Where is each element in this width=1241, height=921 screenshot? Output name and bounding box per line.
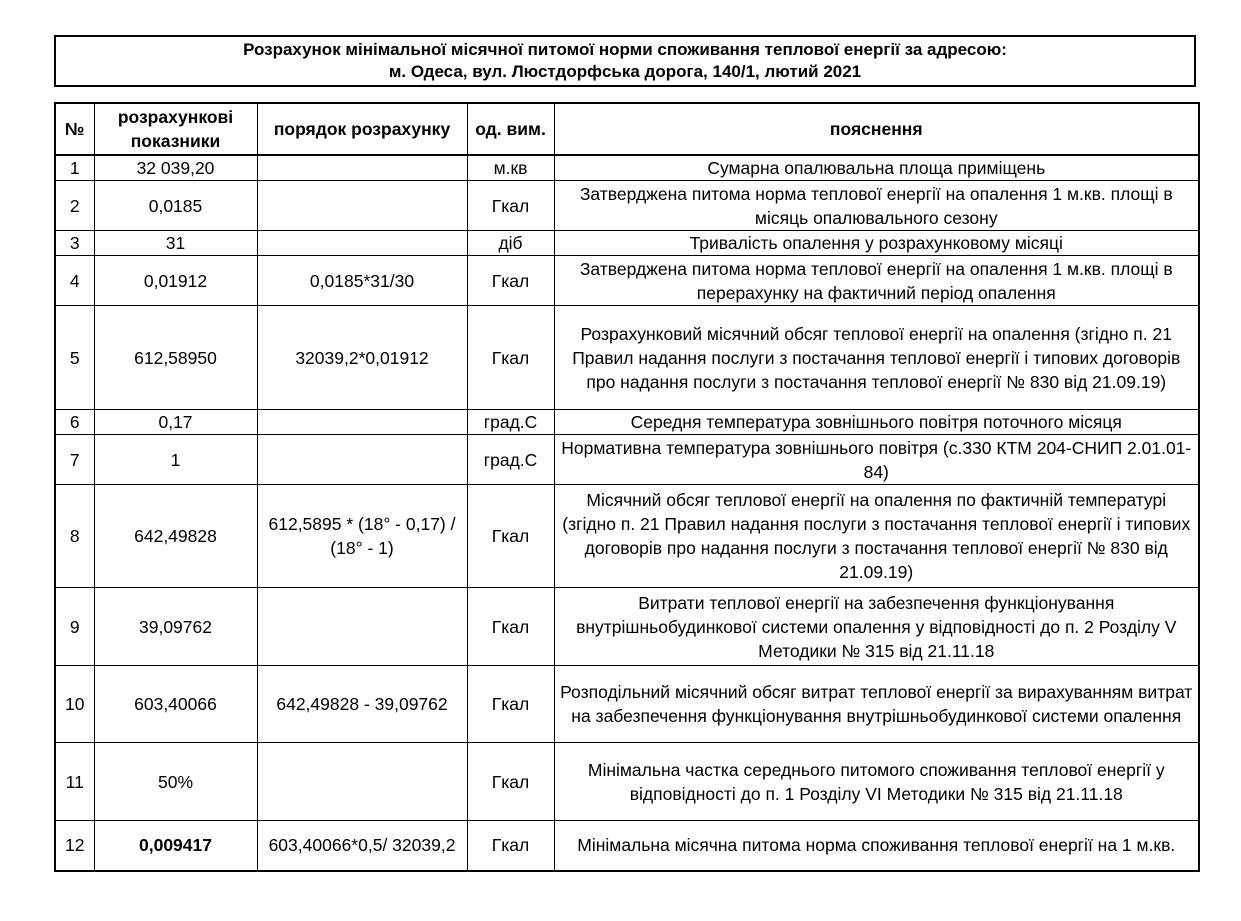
cell-note: Мінімальна місячна питома норма споживання теплової енергії на 1 м.кв. <box>554 821 1199 871</box>
cell-unit: Гкал <box>467 181 554 231</box>
title-line-2: м. Одеса, вул. Люстдорфська дорога, 140/1, лютий 2021 <box>388 62 862 81</box>
cell-unit: Гкал <box>467 485 554 588</box>
cell-note: Затверджена питома норма теплової енергії на опалення 1 м.кв. площі в перерахунку на фактичний період опалення <box>554 256 1199 306</box>
cell-formula <box>257 743 467 821</box>
table-row <box>55 256 1199 306</box>
table-row <box>55 306 1199 410</box>
cell-note: Нормативна температура зовнішнього повітря (с.330 КТМ 204-СНИП 2.01.01-84) <box>554 435 1199 485</box>
calculation-table <box>54 102 1200 872</box>
cell-value: 1 <box>94 435 257 485</box>
cell-note: Середня температура зовнішнього повітря поточного місяця <box>554 410 1199 435</box>
cell-value: 642,49828 <box>94 485 257 588</box>
cell-value: 50% <box>94 743 257 821</box>
cell-note: Розрахунковий місячний обсяг теплової енергії на опалення (згідно п. 21 Правил надання послуги з постачання теплової енергії і типових договорів про надання послуги з постачання теплової енергії № 830 від 21.09.19) <box>554 306 1199 410</box>
cell-unit: м.кв <box>467 155 554 181</box>
table-row <box>55 821 1199 871</box>
cell-formula: 603,40066*0,5/ 32039,2 <box>257 821 467 871</box>
table-row <box>55 155 1199 181</box>
cell-formula <box>257 155 467 181</box>
cell-unit: Гкал <box>467 588 554 666</box>
cell-value: 0,009417 <box>94 821 257 871</box>
cell-unit: Гкал <box>467 821 554 871</box>
cell-formula: 32039,2*0,01912 <box>257 306 467 410</box>
table-row <box>55 743 1199 821</box>
cell-num: 9 <box>55 588 94 666</box>
cell-unit: град.С <box>467 410 554 435</box>
cell-note: Витрати теплової енергії на забезпечення функціонування внутрішньобудинкової системи опалення у відповідності до п. 2 Розділу V Методики № 315 від 21.11.18 <box>554 588 1199 666</box>
cell-note: Затверджена питома норма теплової енергії на опалення 1 м.кв. площі в місяць опалювального сезону <box>554 181 1199 231</box>
header-unit: од. вим. <box>467 103 554 155</box>
cell-value: 31 <box>94 231 257 256</box>
cell-note: Місячний обсяг теплової енергії на опалення по фактичній температурі (згідно п. 21 Правил надання послуги з постачання теплової енергії і типових договорів про надання послуги з постачання теплової енергії № 830 від 21.09.19) <box>554 485 1199 588</box>
cell-note: Розподільний місячний обсяг витрат теплової енергії за вирахуванням витрат на забезпечення функціонування внутрішньобудинкової системи опалення <box>554 666 1199 743</box>
table-row <box>55 181 1199 231</box>
document-title <box>54 35 1196 87</box>
table-row <box>55 410 1199 435</box>
header-formula: порядок розрахунку <box>257 103 467 155</box>
header-value: розрахункові показники <box>94 103 257 155</box>
cell-formula: 642,49828 - 39,09762 <box>257 666 467 743</box>
cell-formula <box>257 435 467 485</box>
table-row <box>55 485 1199 588</box>
cell-value: 612,58950 <box>94 306 257 410</box>
cell-num: 4 <box>55 256 94 306</box>
cell-unit: Гкал <box>467 666 554 743</box>
cell-num: 2 <box>55 181 94 231</box>
cell-num: 11 <box>55 743 94 821</box>
cell-value: 0,0185 <box>94 181 257 231</box>
table-header-row <box>55 103 1199 155</box>
cell-note: Сумарна опалювальна площа приміщень <box>554 155 1199 181</box>
cell-value: 32 039,20 <box>94 155 257 181</box>
cell-note: Мінімальна частка середнього питомого споживання теплової енергії у відповідності до п. 1 Розділу VI Методики № 315 від 21.11.18 <box>554 743 1199 821</box>
table-row <box>55 588 1199 666</box>
cell-num: 7 <box>55 435 94 485</box>
cell-value: 39,09762 <box>94 588 257 666</box>
cell-unit: Гкал <box>467 256 554 306</box>
cell-num: 6 <box>55 410 94 435</box>
table-row <box>55 231 1199 256</box>
cell-num: 10 <box>55 666 94 743</box>
cell-formula: 0,0185*31/30 <box>257 256 467 306</box>
cell-formula <box>257 181 467 231</box>
cell-num: 12 <box>55 821 94 871</box>
cell-unit: Гкал <box>467 306 554 410</box>
header-num: № <box>55 103 94 155</box>
cell-num: 1 <box>55 155 94 181</box>
cell-num: 5 <box>55 306 94 410</box>
cell-note: Тривалість опалення у розрахунковому місяці <box>554 231 1199 256</box>
cell-formula <box>257 410 467 435</box>
table-row <box>55 435 1199 485</box>
cell-num: 8 <box>55 485 94 588</box>
cell-formula <box>257 231 467 256</box>
cell-formula <box>257 588 467 666</box>
cell-value: 603,40066 <box>94 666 257 743</box>
cell-unit: град.С <box>467 435 554 485</box>
header-note: пояснення <box>554 103 1199 155</box>
cell-value: 0,01912 <box>94 256 257 306</box>
cell-unit: діб <box>467 231 554 256</box>
cell-value: 0,17 <box>94 410 257 435</box>
cell-unit: Гкал <box>467 743 554 821</box>
table-row <box>55 666 1199 743</box>
title-line-1: Розрахунок мінімальної місячної питомої норми споживання теплової енергії за адресою: <box>243 40 1007 59</box>
cell-num: 3 <box>55 231 94 256</box>
cell-formula: 612,5895 * (18° - 0,17) / (18° - 1) <box>257 485 467 588</box>
